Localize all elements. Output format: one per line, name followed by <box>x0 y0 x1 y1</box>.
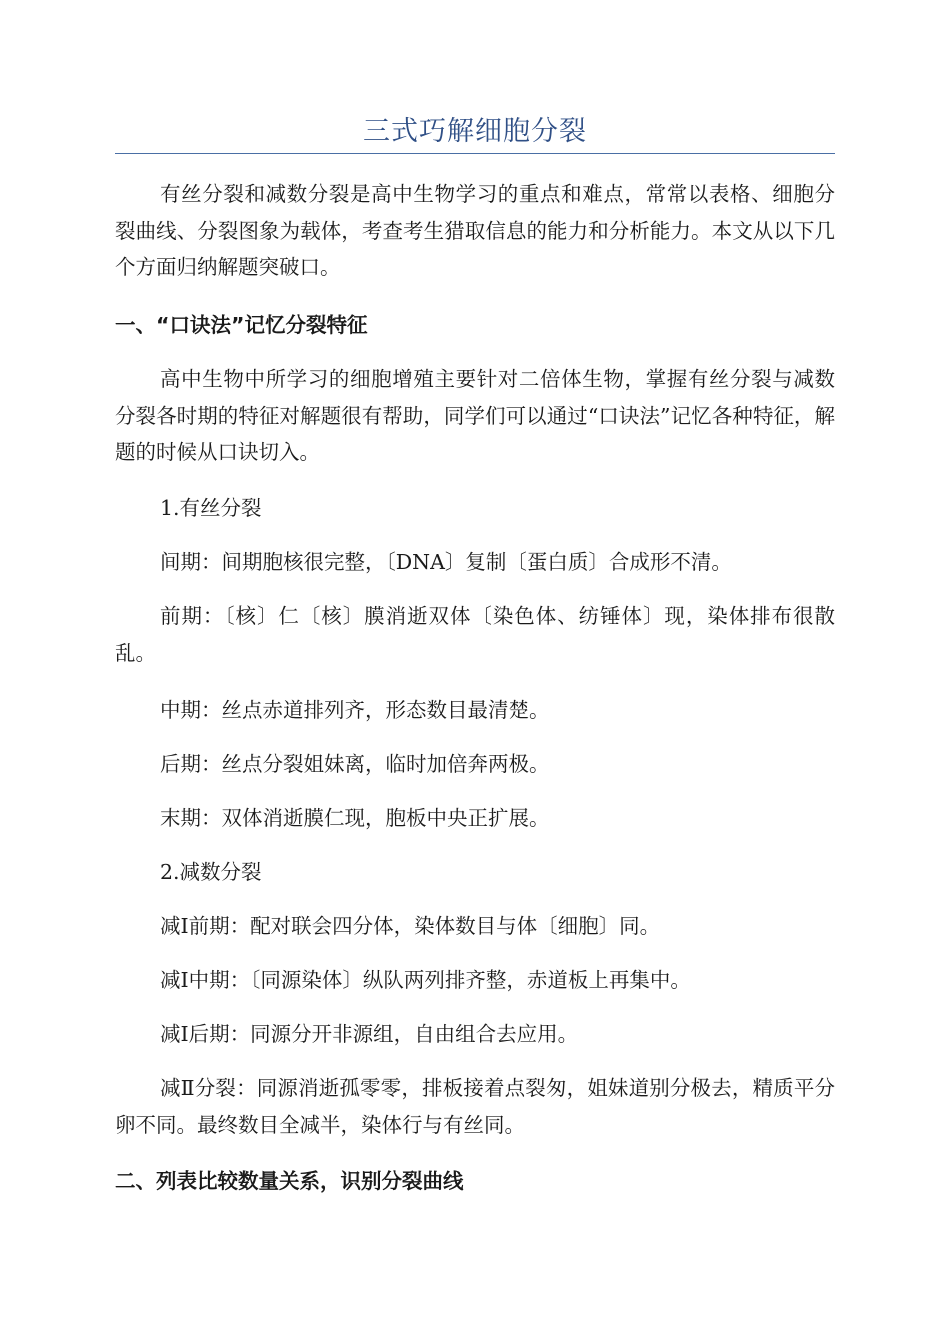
mitosis-prophase: 前期：〔核〕仁〔核〕膜消逝双体〔染色体、纺锤体〕现，染体排布很散乱。 <box>115 604 835 665</box>
document-title: 三式巧解细胞分裂 <box>363 116 587 147</box>
meiosis-division-2: 减Ⅱ分裂：同源消逝孤零零，排板接着点裂匆，姐妹道别分极去，精质平分卵不同。最终数目全减半，染体行与有丝同。 <box>115 1076 835 1137</box>
meiosis-prophase-1: 减Ⅰ前期：配对联会四分体，染体数目与体〔细胞〕同。 <box>160 914 661 938</box>
mitosis-metaphase: 中期：丝点赤道排列齐，形态数目最清楚。 <box>160 698 550 722</box>
meiosis-metaphase-1: 减Ⅰ中期：〔同源染体〕纵队两列排齐整，赤道板上再集中。 <box>160 968 691 992</box>
section-2-heading: 二、列表比较数量关系，识别分裂曲线 <box>115 1169 464 1193</box>
mitosis-label: 1.有丝分裂 <box>160 496 262 520</box>
intro-paragraph: 有丝分裂和减数分裂是高中生物学习的重点和难点，常常以表格、细胞分裂曲线、分裂图象为载体，考查考生猎取信息的能力和分析能力。本文从以下几个方面归纳解题突破口。 <box>115 182 835 279</box>
section-1-paragraph: 高中生物中所学习的细胞增殖主要针对二倍体生物，掌握有丝分裂与减数分裂各时期的特征对解题很有帮助，同学们可以通过“口诀法”记忆各种特征，解题的时候从口诀切入。 <box>115 367 835 464</box>
mitosis-interphase: 间期：间期胞核很完整，〔DNA〕复制〔蛋白质〕合成形不清。 <box>160 550 732 574</box>
mitosis-telophase: 末期：双体消逝膜仁现，胞板中央正扩展。 <box>160 806 550 830</box>
meiosis-anaphase-1: 减Ⅰ后期：同源分开非源组，自由组合去应用。 <box>160 1022 579 1046</box>
meiosis-label: 2.减数分裂 <box>160 860 262 884</box>
mitosis-anaphase: 后期：丝点分裂姐妹离，临时加倍奔两极。 <box>160 752 550 776</box>
section-1-heading: 一、“口诀法”记忆分裂特征 <box>115 313 368 337</box>
title-divider <box>115 153 835 154</box>
